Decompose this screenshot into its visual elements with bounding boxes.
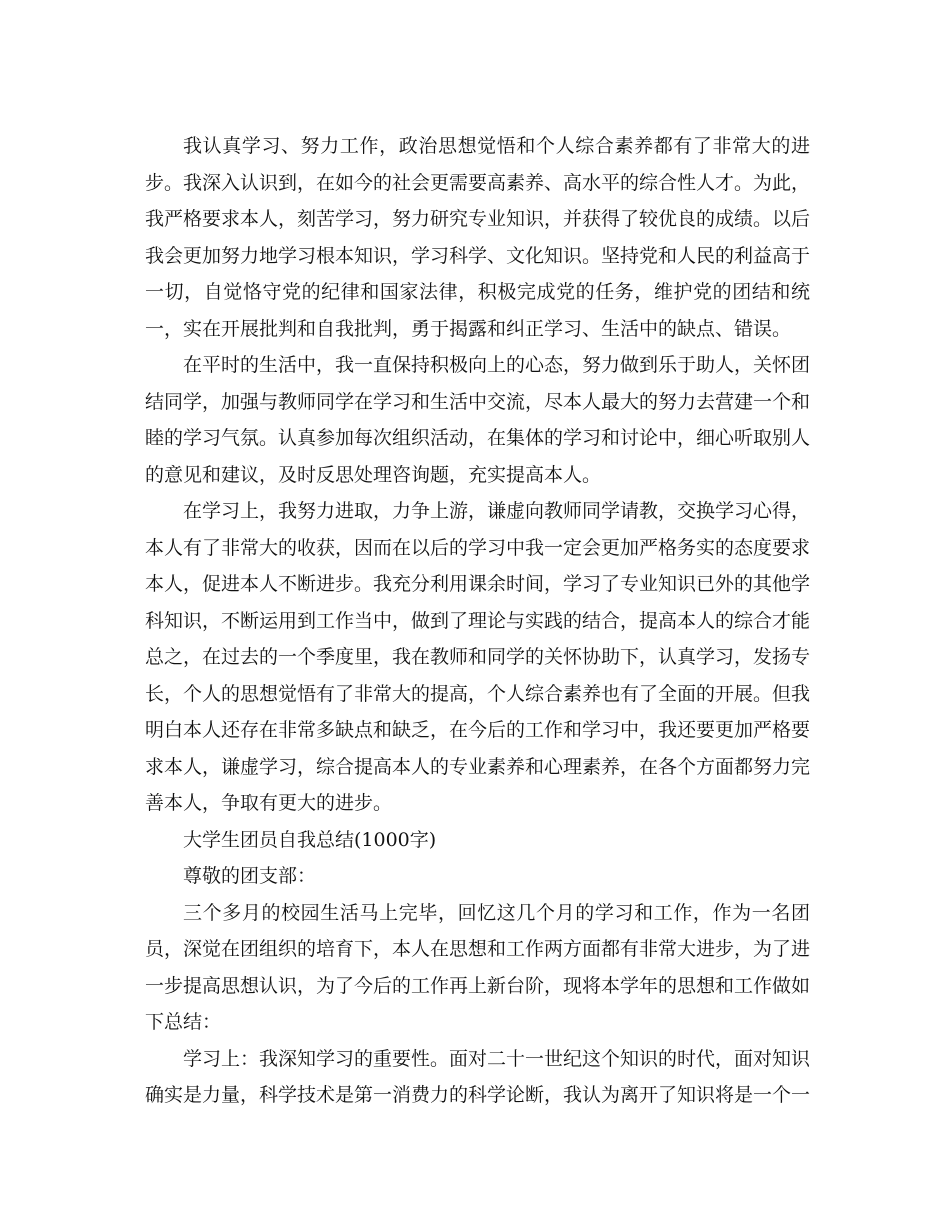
salutation: 尊敬的团支部： bbox=[183, 865, 317, 887]
paragraph-5: 学习上：我深知学习的重要性。面对二十一世纪这个知识的时代，面对知识确实是力量，科学技术是第一消费力的科学论断，我认为离开了知识将是一个一 bbox=[145, 1047, 811, 1106]
paragraph-4: 三个多月的校园生活马上完毕，回忆这几个月的学习和工作，作为一名团员，深觉在团组织的培育下，本人在思想和工作两方面都有非常大进步，为了进一步提高思想认识，为了今后的工作再上新台阶，现将本学年的思想和工作做如下总结： bbox=[145, 901, 811, 1033]
paragraph-3: 在学习上，我努力进取，力争上游，谦虚向教师同学请教，交换学习心得，本人有了非常大的收获，因而在以后的学习中我一定会更加严格务实的态度要求本人，促进本人不断进步。我充分利用课余时间，学习了专业知识已外的其他学科知识，不断运用到工作当中，做到了理论与实践的结合，提高本人的综合才能总之，在过去的一个季度里，我在教师和同学的关怀协助下，认真学习，发扬专长，个人的思想觉悟有了非常大的提高，个人综合素养也有了全面的开展。但我明白本人还存在非常多缺点和缺乏，在今后的工作和学习中，我还要更加严格要求本人，谦虚学习，综合提高本人的专业素养和心理素养，在各个方面都努力完善本人，争取有更大的进步。 bbox=[145, 500, 811, 814]
document-body bbox=[145, 128, 810, 1114]
section-title: 大学生团员自我总结(1000字) bbox=[183, 828, 437, 851]
paragraph-2: 在平时的生活中，我一直保持积极向上的心态，努力做到乐于助人，关怀团结同学，加强与教师同学在学习和生活中交流，尽本人最大的努力去营建一个和睦的学习气氛。认真参加每次组织活动，在集体的学习和讨论中，细心听取别人的意见和建议，及时反思处理咨询题，充实提高本人。 bbox=[145, 354, 811, 486]
paragraph-1: 我认真学习、努力工作，政治思想觉悟和个人综合素养都有了非常大的进步。我深入认识到，在如今的社会更需要高素养、高水平的综合性人才。为此，我严格要求本人，刻苦学习，努力研究专业知识，并获得了较优良的成绩。以后我会更加努力地学习根本知识，学习科学、文化知识。坚持党和人民的利益高于一切，自觉恪守党的纪律和国家法律，积极完成党的任务，维护党的团结和统一，实在开展批判和自我批判，勇于揭露和纠正学习、生活中的缺点、错误。 bbox=[145, 135, 811, 340]
